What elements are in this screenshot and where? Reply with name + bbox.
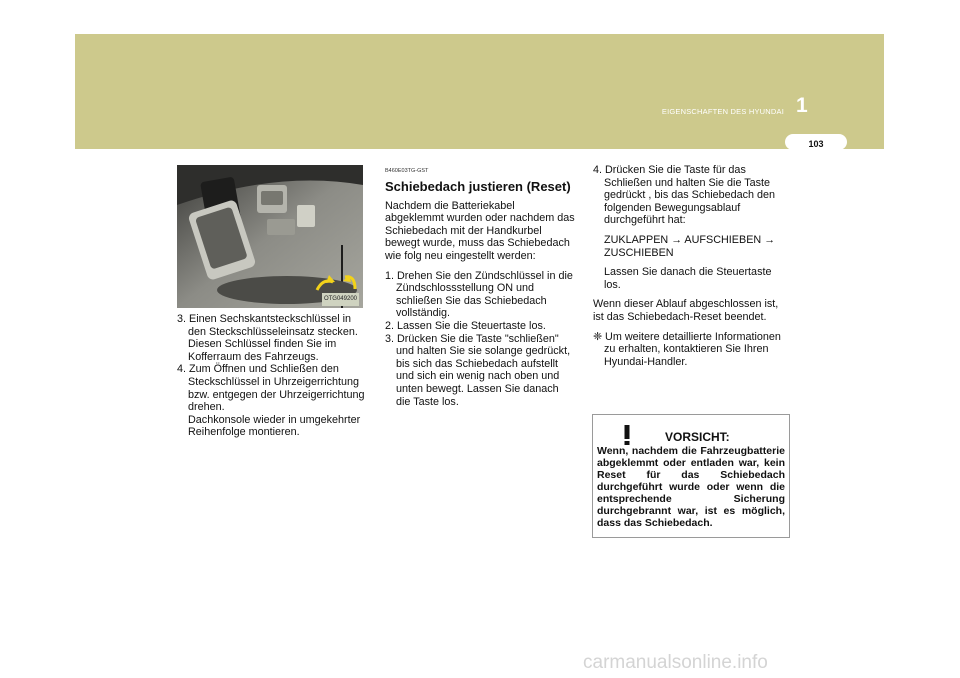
caution-box	[592, 414, 790, 538]
section-code: B460E03TG-GST	[385, 168, 429, 174]
list-item-4-continuation: Dachkonsole wieder in umgekehrter Reihenfolge montieren.	[188, 413, 361, 439]
page-number: 103	[808, 139, 824, 149]
release-instruction: Lassen Sie danach die Steuertaste los.	[604, 266, 772, 291]
figure-code: OTG049200	[322, 293, 359, 306]
chapter-number: 1	[796, 94, 808, 117]
column-right	[593, 164, 785, 368]
caution-title: VORSICHT:	[665, 430, 730, 444]
reset-complete-text: Wenn dieser Ablauf abgeschlossen ist, ist das Schiebedach-Reset beendet.	[593, 298, 779, 323]
step-4: 4. Drücken Sie die Taste für das Schließen und halten Sie die Taste gedrückt , bis das Schiebedach den folgenden Bewegungsablauf durchgeführt hat:	[593, 164, 776, 227]
dealer-note: ❈ Um weitere detaillierte Informationen zu erhalten, kontaktieren Sie Ihren Hyundai-Handler.	[593, 330, 781, 368]
header-band	[75, 34, 884, 149]
intro-paragraph: Nachdem die Batteriekabel abgeklemmt wurden oder nachdem das Schiebedach mit der Handkurbel bewegt wurde, muss das Schiebedach wie folg neu eingestellt werden:	[385, 199, 575, 262]
overhead-console-image	[177, 165, 363, 308]
column-middle	[385, 164, 575, 408]
list-item-4: 4. Zum Öffnen und Schließen den Steckschlüssel in Uhrzeigerrichtung bzw. entgegen der Uhrzeigerrichtung drehen.	[177, 363, 365, 414]
section-title: Schiebedach justieren (Reset)	[385, 178, 571, 194]
column-left	[177, 165, 365, 439]
page-number-tab	[785, 134, 847, 150]
chapter-title: EIGENSCHAFTEN DES HYUNDAI	[661, 107, 784, 116]
step-2: 2. Lassen Sie die Steuertaste los.	[385, 319, 546, 332]
watermark: carmanualsonline.info	[583, 652, 768, 673]
overhead-console-photo	[177, 165, 363, 308]
step-1: 1. Drehen Sie den Zündschlüssel in die Zündschlossstellung ON und schließen Sie das Schiebedach vollständig.	[385, 269, 573, 320]
list-item-3: 3. Einen Sechskantsteckschlüssel in den Steckschlüsseleinsatz stecken. Diesen Schlüssel finden Sie im Kofferraum des Fahrzeugs.	[177, 313, 358, 363]
caution-text: Wenn, nachdem die Fahrzeugbatterie abgeklemmt oder entladen war, kein Reset für das Schiebedach durchgeführt wurde oder wenn die entsprechende Sicherung durchgebrannt war, ist es möglich, dass das Schiebedach.	[597, 445, 785, 529]
step-3: 3. Drücken Sie die Taste "schließen" und halten Sie sie solange gedrückt, bis sich das Schiebedach aufstellt und sich ein wenig nach oben und unten bewegt. Lassen Sie danach die Taste los.	[385, 332, 571, 408]
movement-sequence: ZUKLAPPEN → AUFSCHIEBEN → ZUSCHIEBEN	[604, 233, 775, 259]
